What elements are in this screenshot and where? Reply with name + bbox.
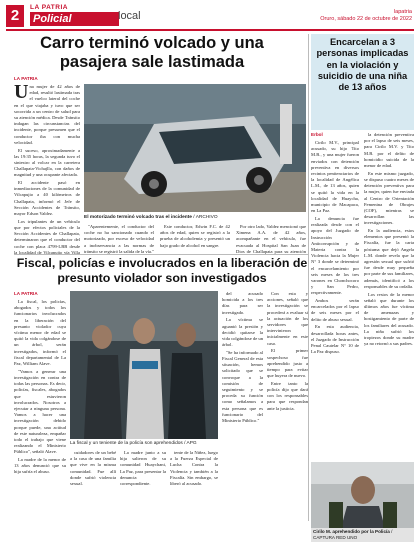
story3-column-4: tente de la Niñez, luego a la Fuerza Especial de Lucha Contra la Violencia y también a la Fiscalía. Sin embargo, se liberó al acusado. <box>170 450 218 487</box>
header-rule <box>6 29 414 31</box>
section-label: local <box>118 10 141 22</box>
story1-column-4: Por otro lado, Valdez mencionó que Ximena A.A. de 42 años, acompañante en el vehículo, fue evacuada al Hospital San Juan de Dios de Challapata para su atención <box>236 224 306 254</box>
story3-column-1: La fiscal, los policías, abogados y todos los funcionarios involucrados en la liberación del presunto violador cuya víctima menor de edad se quitó la vida colgándose de un árbol, serán investigados, informó el fiscal departamental de La Paz, William Alave. "Vamos a generar una investigación en contra de todas las personas. Es decir, policías, fiscales, abogados que estuvieron involucrados. Nosotros a ejecutar a ninguna persona. Vamos a hacer una investigación debido porque puede, una actitud de este naturaleza, empañar todo el trabajo que viene realizando el Ministerio Público", señaló Alave. La madre de la menor de 13 años denunció que su hija sufría el abuso. <box>14 299 66 475</box>
brand-name: LA PATRIA <box>30 4 68 11</box>
arrest-photo <box>70 291 218 439</box>
page-number: 2 <box>6 5 24 27</box>
story2-headline: Encarcelan a 3 personas implicadas en la violación y suicidio de una niña de 13 años <box>316 37 409 93</box>
story3-column-3: La madre junto a su hija salieron de su comunidad Huaychani, La Paz, para presentar la denuncia correspondiente. <box>120 450 166 487</box>
story1-column-1: Una mujer de 42 años de edad, resultó lastimada tras el vuelco lateral del coche en el que viajaba y tuvo que ser socorrida a un centro de salud para su atención médica. Desde Tránsito indagan las circunstancias del incidente, porque presumen que el conductor iba con mucha velocidad. El suceso, aproximadamente a las 19:35 horas, la segunda tuvo el siniestro al volcar en la carretera Challapata-Vichajlla, con daños de magnitud y una ocupante afectada. El accidente pasó en inmediaciones de la comunidad de Vilcapujio a 40 kilómetros de Challapata, informó el Jefe de Sección Accidentes de Tránsito, mayor Edson Valdez. Los tripulantes de un vehículo que por efectos policiales de la Sección Accidentes de Challapata, determinaron que el conductor del coche con placa 4799-LBB desde la localidad de Vilcapujio vía Villa <box>14 84 80 254</box>
story1-column-2: "Aparentemente, el conductor del coche no ha sancionado cuando el motorizado, por exceso de velocidad a inobservancia a las normas de tránsito se registró la salida de la vía." <box>84 224 154 254</box>
story2-photo-caption: Cirilo M. aprehendido por la Policía / CAPTURA RED UNO <box>313 529 393 540</box>
story3-photo <box>70 291 218 439</box>
story1-headline: Carro terminó volcado y una pasajera sale lastimada <box>40 34 264 71</box>
story1-column-3: Este conductor, Edwin F.C. de 42 años de edad, quien se registró a la prueba de alcoholemia y presentó un bajo grado de alcohol en sangre. <box>160 224 230 248</box>
section-brand: Policial <box>30 12 119 26</box>
story2-sidebar <box>311 34 414 540</box>
story3-column-6: Con esta y acciones, señaló que la investigación se procederá a evaluar si la actuación de los servidores que intervinieron inicialmente en este caso. El primer sospechoso fue aprehendido justo a tiempo para evitar que huyera de nuevo. Entre tanto la policía dijo que dará con los responsables para que respondan ante la justicia. <box>267 291 308 411</box>
page-header <box>0 0 420 36</box>
story3-byline: LA PATRIA <box>14 291 38 296</box>
story1-byline: LA PATRIA <box>14 76 38 81</box>
story3-column-2: cuidadores de un bebé a la casa de una familia que vive en la misma comunidad. Fue allí donde sufrió violencia sexual. <box>70 450 116 487</box>
story3-headline: Fiscal, policías e involucrados en la liberación de presunto violador son investigados <box>16 256 308 285</box>
story2-column-1: Cirilo M.V., principal acusado, su hijo Tito M.B., y una mujer fueron enviados con detención preventiva en diversos recintos penitenciarios de la localidad de Angélica L.M., de 13 años, quien se quitó la vida en la localidad de Huaycha, municipio de Macapaca, en La Paz. La denuncia fue realizada desde con el apoyo del Juzgado de Instrucción Anticorrupción y de Materia contra la Violencia hacia la Mujer N° 3 donde se determinó el encarcelamiento por seis meses de los tres varones en Chonchocoro y San Pedro, respectivamente. Ambos serán encarcelados por el lapso de seis meses por el delito de abuso sexual. En esta audiencia, desarrollada horas antes, el Juzgado de Instrucción Penal Cautelar N° 10 de La Paz dispuso. <box>311 140 359 355</box>
story2-photo <box>311 462 414 542</box>
story3-column-5: del acusado homicida a los tres días para ser investigado. La víctima se aguantó la presión y decidió quitarse la vida colgándose de un árbol. "Se ha informado al Fiscal General de esta situación, hemos solicitado que se convoque a la comisión de seguimiento y se proceda su función como señalamos a esta persona que es funcionario del Ministerio Público." <box>222 291 263 424</box>
story3-photo-caption: La fiscal y un teniente de la policía son aprehendidos / APG <box>70 441 197 446</box>
story2-headline-box <box>311 34 414 130</box>
date-line: lapatria Oruro, sábado 22 de octubre de 2022 <box>320 9 412 22</box>
story2-column-2: la detención preventiva por el lapso de seis meses, para Cirilo M.V. y Tito M.B. por el delito de homicidio suicida de la menor de edad. En este mismo juzgado, se dispuso cuatro meses de detención preventiva para la mujer, quien fue enviada al Centro de Orientación Femenina de Obrajes (COF), mientras se desarrollan las investigaciones. En la audiencia, estos elementos que presentó la Fiscalía, fue la carta póstuma que dejó Angela L.M. donde revela que la agresión sexual que sufrió fue desde muy pequeña por parte de sus familiares, además, identificó a los responsables de su ordalía. Los restos de la menor señaló que durante los últimos años fue víctima de amenazas y hostigamiento de parte de los familiares del acusado. La niña sufrió los tropiezos donde su madre ya no retornó a sus padres. <box>364 132 414 347</box>
story-divider <box>14 254 308 255</box>
dropcap: U <box>14 84 29 103</box>
suspect-photo <box>311 462 414 528</box>
story1-photo <box>84 84 306 212</box>
story2-byline: Erbol <box>311 132 323 137</box>
overturned-car-photo <box>84 84 306 212</box>
story1-photo-caption: El motorizado terminó volcado tras el incidente / ARCHIVO <box>84 215 218 220</box>
